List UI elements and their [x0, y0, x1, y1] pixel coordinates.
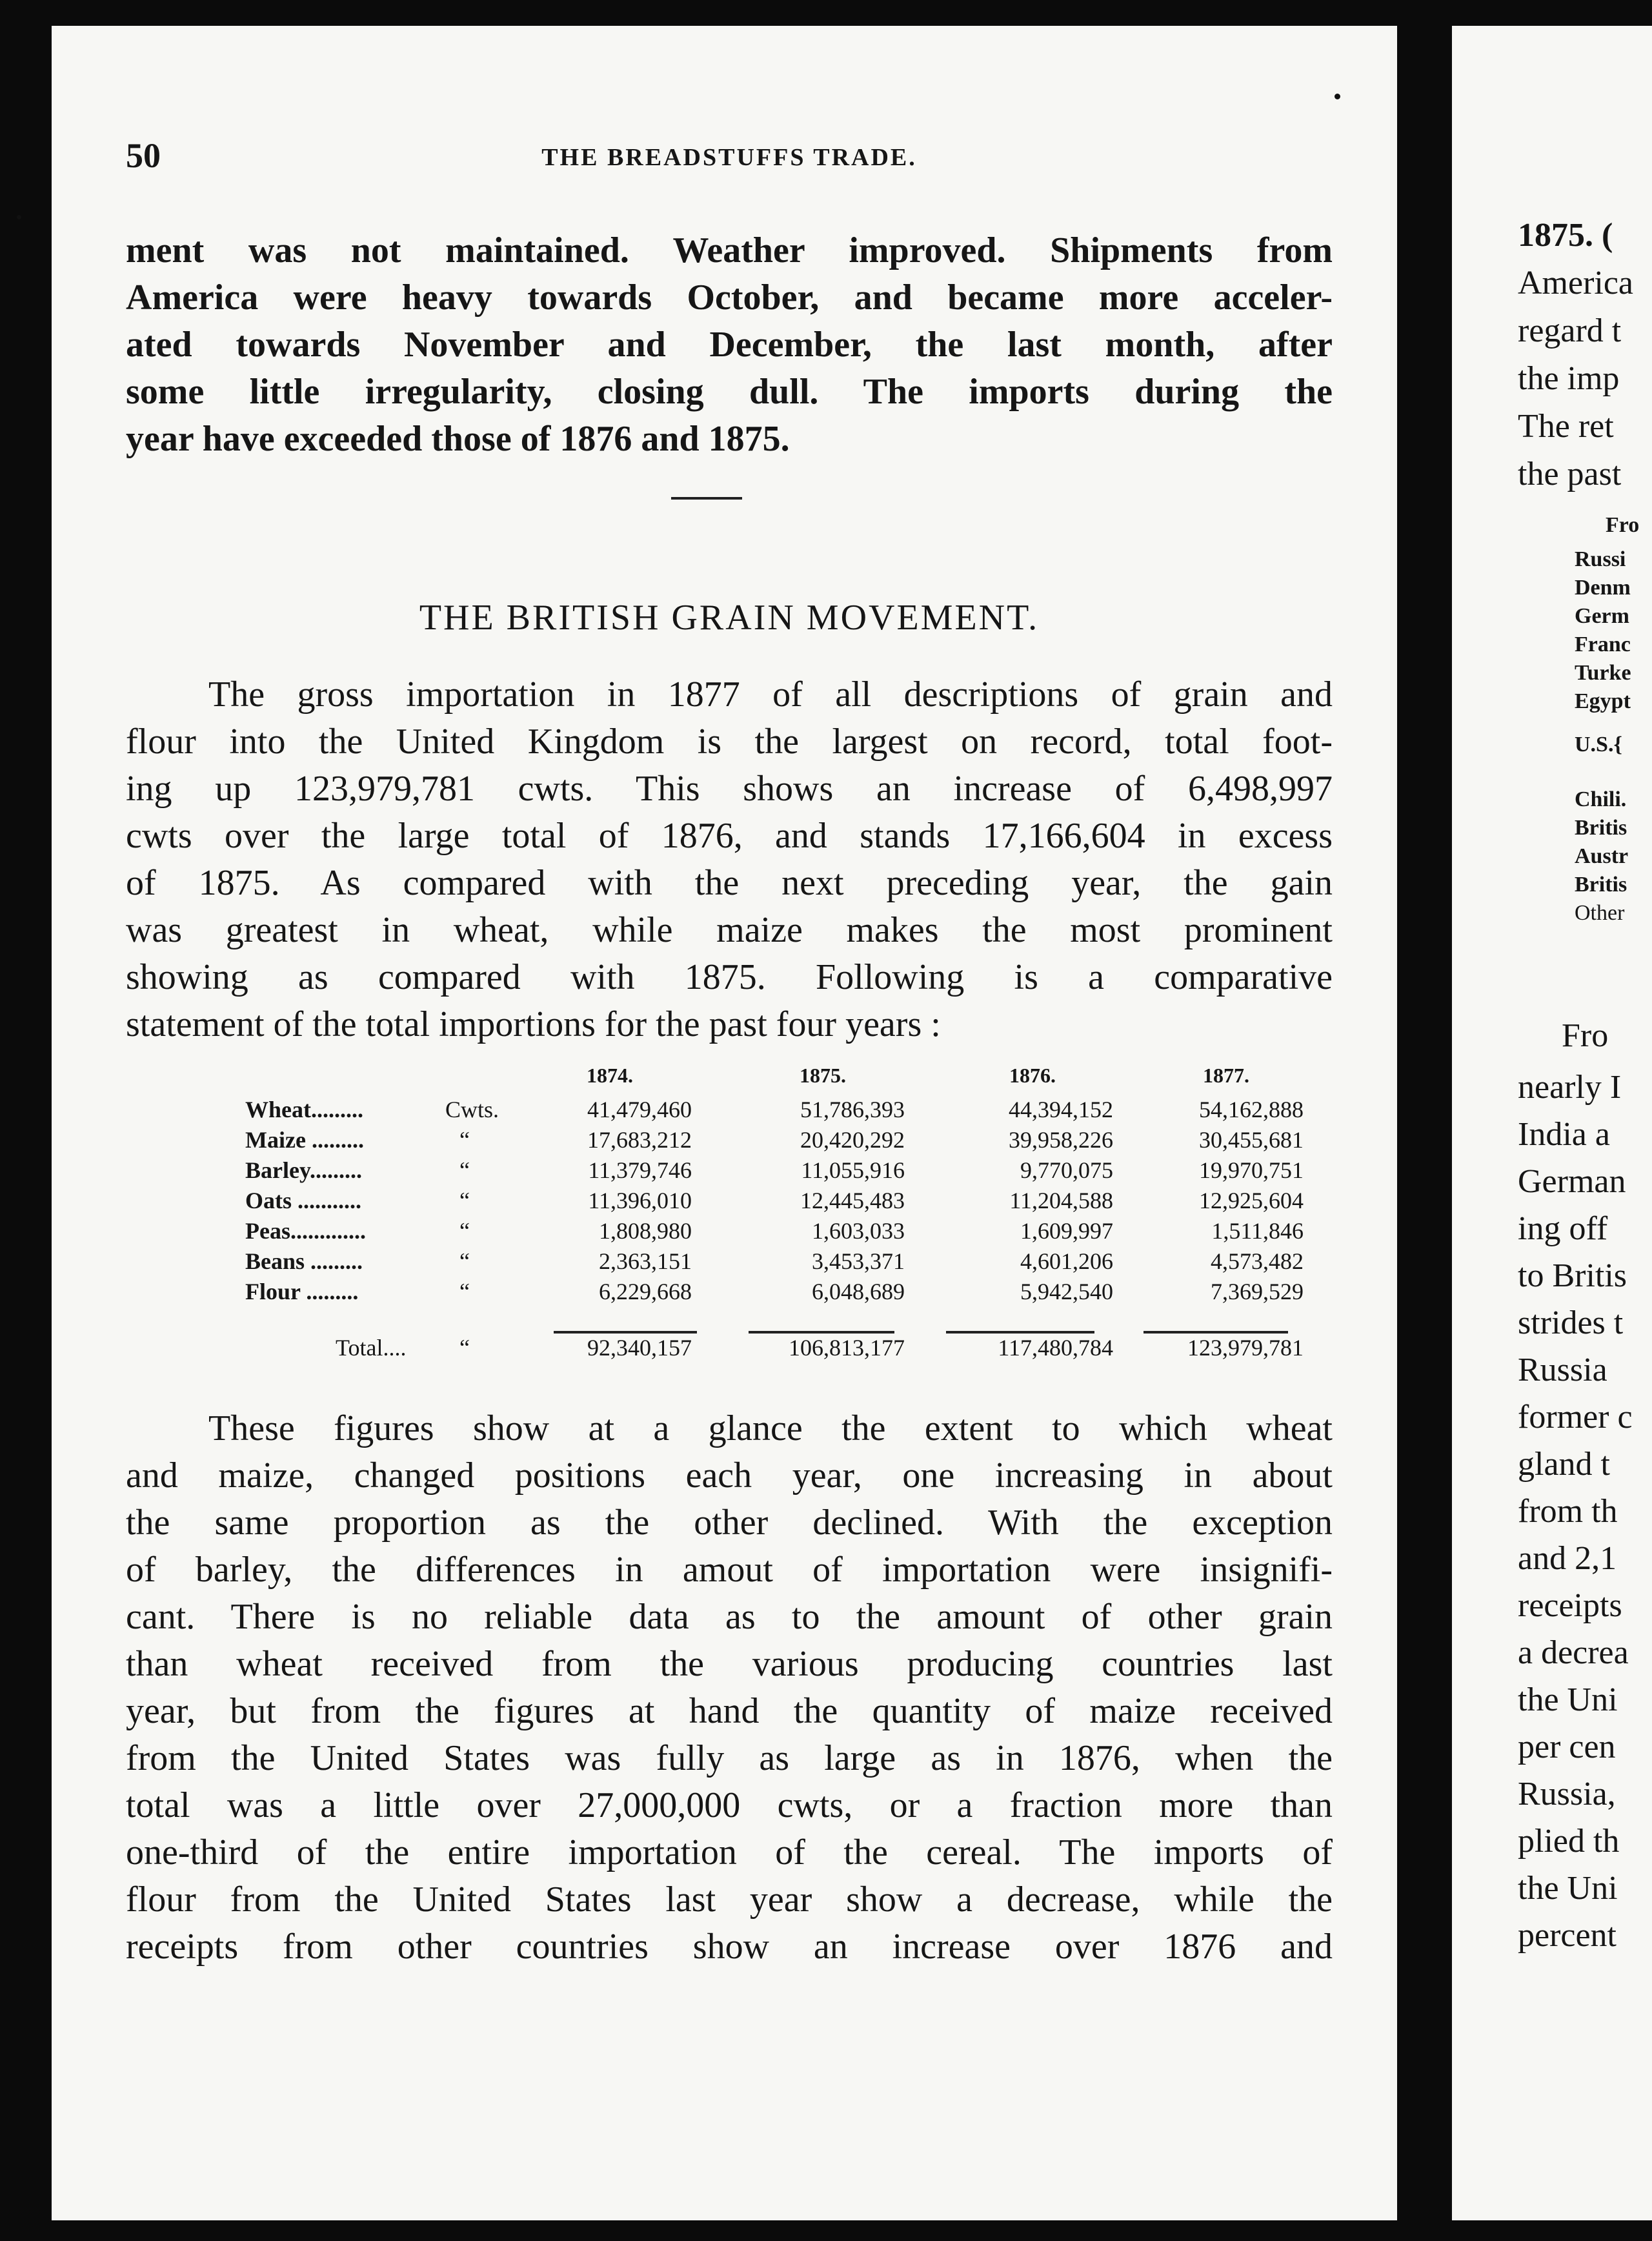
table-cell: 1,603,033 — [812, 1218, 905, 1244]
text-line: ing up 123,979,781 cwts. This shows an increase of 6,498,997 — [126, 769, 1333, 809]
text-line: from the United States was fully as large as in 1876, when the — [126, 1738, 1333, 1778]
table-cell: 2,363,151 — [599, 1248, 692, 1274]
text-line: ated towards November and December, the last month, after — [126, 325, 1333, 365]
text-line: cant. There is no reliable data as to the amount of other grain — [126, 1597, 1333, 1637]
table-cell: 3,453,371 — [812, 1248, 905, 1274]
table-row — [245, 1126, 1304, 1157]
right-page-line: the Uni — [1518, 1681, 1618, 1718]
section-divider — [671, 497, 742, 500]
text-line: cwts over the large total of 1876, and stands 17,166,604 in excess — [126, 816, 1333, 856]
right-table-label: Chili. — [1575, 787, 1627, 811]
table-cell: 1,609,997 — [1020, 1218, 1113, 1244]
row-unit: “ — [459, 1188, 470, 1213]
text-line: These figures show at a glance the extent to which wheat — [208, 1408, 1333, 1448]
table-cell: 54,162,888 — [1199, 1097, 1304, 1122]
table-row — [245, 1096, 1304, 1126]
row-unit: Cwts. — [445, 1097, 499, 1122]
speck-mark — [1335, 94, 1340, 99]
row-label: Maize ......... — [245, 1127, 364, 1153]
right-page-line: former c — [1518, 1399, 1633, 1435]
row-unit: “ — [459, 1127, 470, 1153]
table-cell: 1,808,980 — [599, 1218, 692, 1244]
right-table-label: Fro — [1606, 513, 1640, 537]
table-row — [245, 1217, 1304, 1248]
table-row — [245, 1278, 1304, 1308]
total-label: Total.... — [336, 1335, 407, 1361]
text-line: of 1875. As compared with the next preceding year, the gain — [126, 863, 1333, 903]
right-page-line: German — [1518, 1163, 1626, 1200]
row-label: Flour ......... — [245, 1279, 359, 1304]
year-header: 1877. — [1203, 1064, 1249, 1087]
right-page-line: and 2,1 — [1518, 1540, 1617, 1577]
right-table-label: U.S.{ — [1575, 733, 1622, 756]
table-cell: 4,601,206 — [1020, 1248, 1113, 1274]
table-total-row — [245, 1334, 1304, 1364]
text-line: year have exceeded those of 1876 and 1875. — [126, 419, 790, 459]
row-unit: “ — [459, 1335, 470, 1361]
right-table-label: Franc — [1575, 633, 1631, 656]
text-line: total was a little over 27,000,000 cwts, or a fraction more than — [126, 1785, 1333, 1825]
table-cell: 5,942,540 — [1020, 1279, 1113, 1304]
right-table-label: Germ — [1575, 604, 1629, 628]
table-cell: 12,445,483 — [800, 1188, 905, 1213]
intro-paragraph — [126, 227, 1333, 463]
table-cell: 20,420,292 — [800, 1127, 905, 1153]
table-cell: 7,369,529 — [1211, 1279, 1304, 1304]
right-page-line: ing off — [1518, 1210, 1608, 1247]
right-page-line: strides t — [1518, 1304, 1624, 1341]
right-table-label: Britis — [1575, 816, 1627, 840]
table-cell: 39,958,226 — [1009, 1127, 1113, 1153]
right-page-line: the imp — [1518, 360, 1620, 397]
row-label: Oats ........... — [245, 1188, 361, 1213]
speck-mark — [17, 215, 21, 219]
right-page-line: per cen — [1518, 1729, 1616, 1765]
row-label: Peas............. — [245, 1218, 366, 1244]
imports-table — [245, 1064, 1304, 1364]
right-page-line: from th — [1518, 1493, 1618, 1530]
text-line: some little irregularity, closing dull. The imports during the — [126, 372, 1333, 412]
table-cell: 51,786,393 — [800, 1097, 905, 1122]
right-table-label: Other — [1575, 901, 1625, 925]
right-table-label: Egypt — [1575, 689, 1631, 713]
right-page-line: the past — [1518, 456, 1622, 492]
text-line: and maize, changed positions each year, one increasing in about — [126, 1455, 1333, 1496]
right-table-label: Turke — [1575, 661, 1631, 685]
row-unit: “ — [459, 1279, 470, 1304]
row-unit: “ — [459, 1218, 470, 1244]
text-line: the same proportion as the other declined. With the exception — [126, 1503, 1333, 1543]
sum-rule — [1143, 1331, 1288, 1333]
table-cell: 19,970,751 — [1199, 1157, 1304, 1183]
right-table-label: Britis — [1575, 873, 1627, 897]
table-cell: 11,379,746 — [588, 1157, 692, 1183]
table-row — [245, 1187, 1304, 1217]
text-line: flour into the United Kingdom is the largest on record, total foot- — [126, 722, 1333, 762]
text-line: of barley, the differences in amout of importation were insignifi- — [126, 1550, 1333, 1590]
row-label: Barley......... — [245, 1157, 362, 1183]
total-cell: 117,480,784 — [998, 1335, 1113, 1361]
right-page-line: Fro — [1562, 1017, 1609, 1054]
right-page-line: gland t — [1518, 1446, 1610, 1483]
sum-rule — [946, 1331, 1094, 1333]
paragraph-1 — [126, 671, 1333, 1048]
table-cell: 11,055,916 — [801, 1157, 905, 1183]
right-page-line: India a — [1518, 1116, 1610, 1153]
right-page-line: The ret — [1518, 408, 1614, 445]
row-label: Beans ......... — [245, 1248, 363, 1274]
text-line: flour from the United States last year show a decrease, while the — [126, 1880, 1333, 1920]
row-unit: “ — [459, 1248, 470, 1274]
right-page-line: America — [1518, 265, 1634, 301]
right-page-line: a decrea — [1518, 1634, 1629, 1671]
right-page-line: receipts — [1518, 1587, 1622, 1624]
table-cell: 6,229,668 — [599, 1279, 692, 1304]
row-unit: “ — [459, 1157, 470, 1183]
page-header — [126, 136, 1333, 181]
table-cell: 17,683,212 — [587, 1127, 692, 1153]
text-line: year, but from the figures at hand the quantity of maize received — [126, 1691, 1333, 1731]
right-page-line: Russia, — [1518, 1776, 1616, 1812]
year-header: 1875. — [800, 1064, 846, 1087]
total-cell: 123,979,781 — [1187, 1335, 1304, 1361]
table-row — [245, 1157, 1304, 1187]
page-number: 50 — [126, 136, 161, 175]
table-cell: 11,396,010 — [588, 1188, 692, 1213]
table-cell: 12,925,604 — [1199, 1188, 1304, 1213]
text-line: The gross importation in 1877 of all descriptions of grain and — [208, 674, 1333, 715]
text-line: showing as compared with 1875. Following is a comparative — [126, 957, 1333, 997]
sum-rule — [749, 1331, 894, 1333]
total-cell: 92,340,157 — [587, 1335, 692, 1361]
table-cell: 6,048,689 — [812, 1279, 905, 1304]
right-table-label: Russi — [1575, 547, 1626, 571]
year-header: 1876. — [1009, 1064, 1056, 1087]
text-line: one-third of the entire importation of the cereal. The imports of — [126, 1832, 1333, 1872]
year-header: 1874. — [587, 1064, 633, 1087]
right-page-line: regard t — [1518, 312, 1622, 349]
table-cell: 9,770,075 — [1020, 1157, 1113, 1183]
text-line: than wheat received from the various producing countries last — [126, 1644, 1333, 1684]
table-cell: 30,455,681 — [1199, 1127, 1304, 1153]
text-line: America were heavy towards October, and became more acceler- — [126, 278, 1333, 318]
table-row — [245, 1248, 1304, 1278]
table-cell: 44,394,152 — [1009, 1097, 1113, 1122]
total-cell: 106,813,177 — [789, 1335, 905, 1361]
row-label: Wheat......... — [245, 1097, 363, 1122]
right-page-line: percent — [1518, 1917, 1617, 1954]
right-page-line: Russia — [1518, 1352, 1607, 1388]
table-cell: 1,511,846 — [1211, 1218, 1304, 1244]
right-page-line: to Britis — [1518, 1257, 1627, 1294]
paragraph-2 — [126, 1405, 1333, 1971]
text-line: receipts from other countries show an increase over 1876 and — [126, 1927, 1333, 1967]
sum-rule — [554, 1331, 697, 1333]
right-table-label: Denm — [1575, 576, 1631, 600]
right-page-line: plied th — [1518, 1823, 1620, 1860]
right-table-label: Austr — [1575, 844, 1629, 868]
right-page-line: the Uni — [1518, 1870, 1618, 1907]
right-page-line: 1875. ( — [1518, 217, 1613, 254]
table-cell: 4,573,482 — [1211, 1248, 1304, 1274]
section-title: THE BRITISH GRAIN MOVEMENT. — [419, 598, 1040, 638]
table-cell: 11,204,588 — [1009, 1188, 1113, 1213]
running-head: THE BREADSTUFFS TRADE. — [541, 144, 917, 171]
text-line: statement of the total importions for the past four years : — [126, 1004, 941, 1044]
table-cell: 41,479,460 — [587, 1097, 692, 1122]
right-page-line: nearly I — [1518, 1069, 1622, 1106]
table-header-row — [245, 1064, 1304, 1096]
text-line: was greatest in wheat, while maize makes the most prominent — [126, 910, 1333, 950]
text-line: ment was not maintained. Weather improved. Shipments from — [126, 230, 1333, 270]
